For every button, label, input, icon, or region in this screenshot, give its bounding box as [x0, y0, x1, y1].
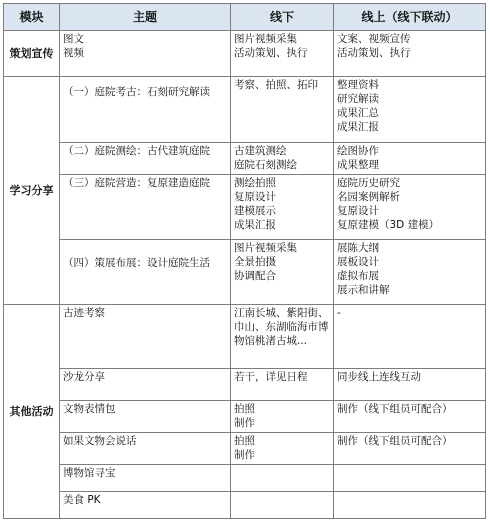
cell-line: 活动策划、执行	[234, 47, 308, 59]
table-row	[4, 175, 486, 240]
online-cell	[334, 465, 486, 492]
cell-line: 协调配合	[234, 270, 276, 282]
module-cell: 策划宣传	[4, 31, 60, 77]
online-cell	[334, 492, 486, 519]
topic-cell	[60, 77, 231, 143]
header-row	[4, 4, 486, 31]
cell-line: 虚拟布展	[337, 270, 379, 282]
cell-line: 沙龙分享	[63, 371, 105, 383]
cell-line: 名园案例解析	[337, 191, 400, 203]
cell-line: 测绘拍照	[234, 177, 276, 189]
offline-cell	[231, 433, 334, 465]
header-online: 线上（线下联动）	[334, 4, 486, 31]
offline-cell	[231, 175, 334, 240]
module-cell: 其他活动	[4, 305, 60, 519]
cell-line: 成果整理	[337, 159, 379, 171]
cell-line: 江南长城、紫阳街、巾山、东湖临海市博物馆桃渚古城...	[234, 307, 329, 347]
cell-line: 展板设计	[337, 256, 379, 268]
topic-cell	[60, 401, 231, 433]
cell-line: 复原建模（3D 建模）	[337, 219, 440, 231]
topic-cell	[60, 305, 231, 369]
cell-line: 展示和讲解	[337, 284, 390, 296]
offline-cell	[231, 369, 334, 401]
cell-line: （二）庭院测绘：古代建筑庭院	[63, 145, 210, 157]
cell-line: 古建筑测绘	[234, 145, 287, 157]
online-cell	[334, 401, 486, 433]
cell-line: 研究解读	[337, 93, 379, 105]
cell-line: 全景拍摄	[234, 256, 276, 268]
offline-cell	[231, 465, 334, 492]
cell-line: 拍照	[234, 403, 255, 415]
offline-cell	[231, 305, 334, 369]
table-row	[4, 433, 486, 465]
topic-cell	[60, 465, 231, 492]
cell-line: 成果汇报	[337, 121, 379, 133]
module-cell: 学习分享	[4, 77, 60, 305]
cell-line: （三）庭院营造：复原建造庭院	[63, 177, 210, 189]
cell-line: 展陈大纲	[337, 242, 379, 254]
online-cell	[334, 305, 486, 369]
table-row	[4, 369, 486, 401]
table-row	[4, 77, 486, 143]
cell-line: 图文	[63, 33, 84, 45]
topic-cell	[60, 492, 231, 519]
topic-cell	[60, 143, 231, 175]
online-cell	[334, 240, 486, 305]
cell-line: 考察、拍照、拓印	[234, 79, 318, 91]
offline-cell	[231, 143, 334, 175]
cell-line: （一）庭院考古：石刻研究解读	[63, 86, 210, 98]
cell-line: 成果汇总	[337, 107, 379, 119]
online-cell	[334, 433, 486, 465]
cell-line: 同步线上连线互动	[337, 371, 421, 383]
table-row	[4, 240, 486, 305]
online-cell	[334, 143, 486, 175]
offline-cell	[231, 401, 334, 433]
table-row	[4, 401, 486, 433]
cell-line: 庭院历史研究	[337, 177, 400, 189]
cell-line: 古迹考察	[63, 307, 105, 319]
table-row	[4, 31, 486, 77]
topic-cell	[60, 369, 231, 401]
online-cell	[334, 175, 486, 240]
cell-line: 成果汇报	[234, 219, 276, 231]
cell-line: 博物馆寻宝	[63, 467, 116, 479]
offline-cell	[231, 240, 334, 305]
table-row	[4, 305, 486, 369]
cell-line: 制作	[234, 417, 255, 429]
topic-cell	[60, 240, 231, 305]
cell-line: 庭院石刻测绘	[234, 159, 297, 171]
cell-line: -	[337, 307, 341, 319]
table-row	[4, 492, 486, 519]
cell-line: 复原设计	[337, 205, 379, 217]
activity-plan-table	[3, 3, 486, 519]
online-cell	[334, 31, 486, 77]
cell-line: 文案、视频宣传	[337, 33, 411, 45]
cell-line: 文物表情包	[63, 403, 116, 415]
cell-line: 美食 PK	[63, 494, 101, 506]
cell-line: 整理资料	[337, 79, 379, 91]
cell-line: 制作	[234, 449, 255, 461]
cell-line: 如果文物会说话	[63, 435, 137, 447]
offline-cell	[231, 31, 334, 77]
cell-line: 复原设计	[234, 191, 276, 203]
cell-line: 制作（线下组员可配合）	[337, 403, 453, 415]
topic-cell	[60, 175, 231, 240]
table-row	[4, 465, 486, 492]
topic-cell	[60, 31, 231, 77]
offline-cell	[231, 77, 334, 143]
cell-line: 图片视频采集	[234, 33, 297, 45]
offline-cell	[231, 492, 334, 519]
cell-line: 图片视频采集	[234, 242, 297, 254]
topic-cell	[60, 433, 231, 465]
cell-line: 拍照	[234, 435, 255, 447]
header-module: 模块	[4, 4, 60, 31]
cell-line: 建模展示	[234, 205, 276, 217]
cell-line: （四）策展布展：设计庭院生活	[63, 257, 210, 269]
cell-line: 制作（线下组员可配合）	[337, 435, 453, 447]
header-offline: 线下	[231, 4, 334, 31]
cell-line: 若干，详见日程	[234, 371, 308, 383]
cell-line: 视频	[63, 47, 84, 59]
cell-line: 绘图协作	[337, 145, 379, 157]
online-cell	[334, 369, 486, 401]
cell-line: 活动策划、执行	[337, 47, 411, 59]
table-row	[4, 143, 486, 175]
online-cell	[334, 77, 486, 143]
header-topic: 主题	[60, 4, 231, 31]
